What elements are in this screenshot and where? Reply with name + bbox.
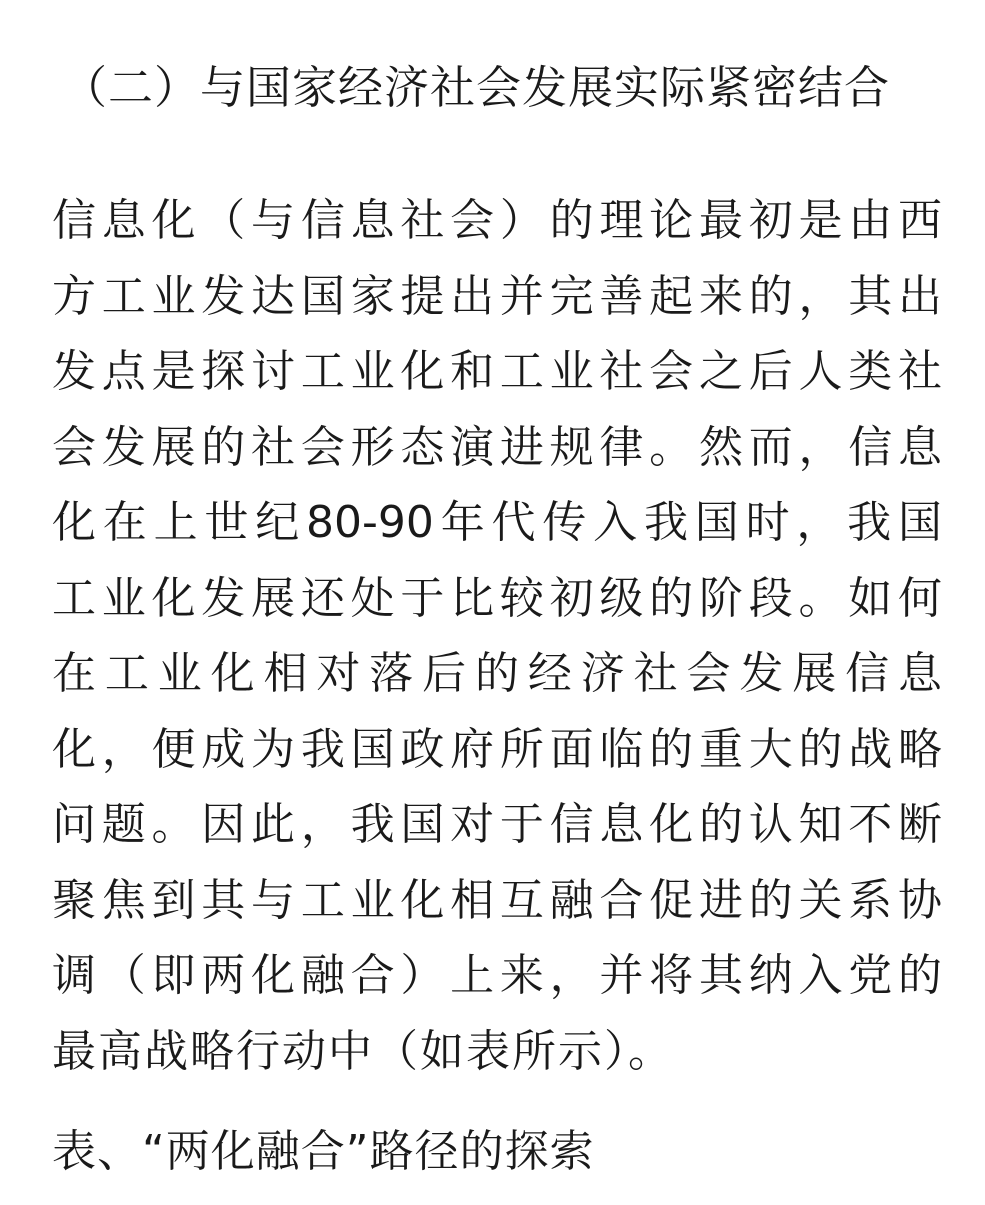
section-heading: （二）与国家经济社会发展实际紧密结合 xyxy=(62,61,891,114)
paragraph-line: 会发展的社会形态演进规律。然而，信息 xyxy=(52,421,942,473)
paragraph-line: 方工业发达国家提出并完善起来的，其出 xyxy=(52,270,942,322)
paragraph-line: 调（即两化融合）上来，并将其纳入党的 xyxy=(52,950,942,1001)
paragraph-line: 化，便成为我国政府所面临的重大的战略 xyxy=(52,723,942,775)
paragraph-line: 化在上世纪80-90年代传入我国时，我国 xyxy=(52,497,942,548)
paragraph-line: 问题。因此，我国对于信息化的认知不断 xyxy=(52,799,942,850)
body-paragraph xyxy=(52,183,942,1089)
paragraph-line: 工业化发展还处于比较初级的阶段。如何 xyxy=(52,572,942,624)
paragraph-line: 信息化（与信息社会）的理论最初是由西 xyxy=(52,195,942,246)
paragraph-line: 聚焦到其与工业化相互融合促进的关系协 xyxy=(52,874,942,926)
paragraph-line: 最高战略行动中（如表所示）。 xyxy=(52,1025,674,1077)
table-caption: 表、“两化融合”路径的探索 xyxy=(52,1126,595,1177)
paragraph-line: 在工业化相对落后的经济社会发展信息 xyxy=(52,648,942,699)
paragraph-line: 发点是探讨工业化和工业社会之后人类社 xyxy=(52,346,942,397)
